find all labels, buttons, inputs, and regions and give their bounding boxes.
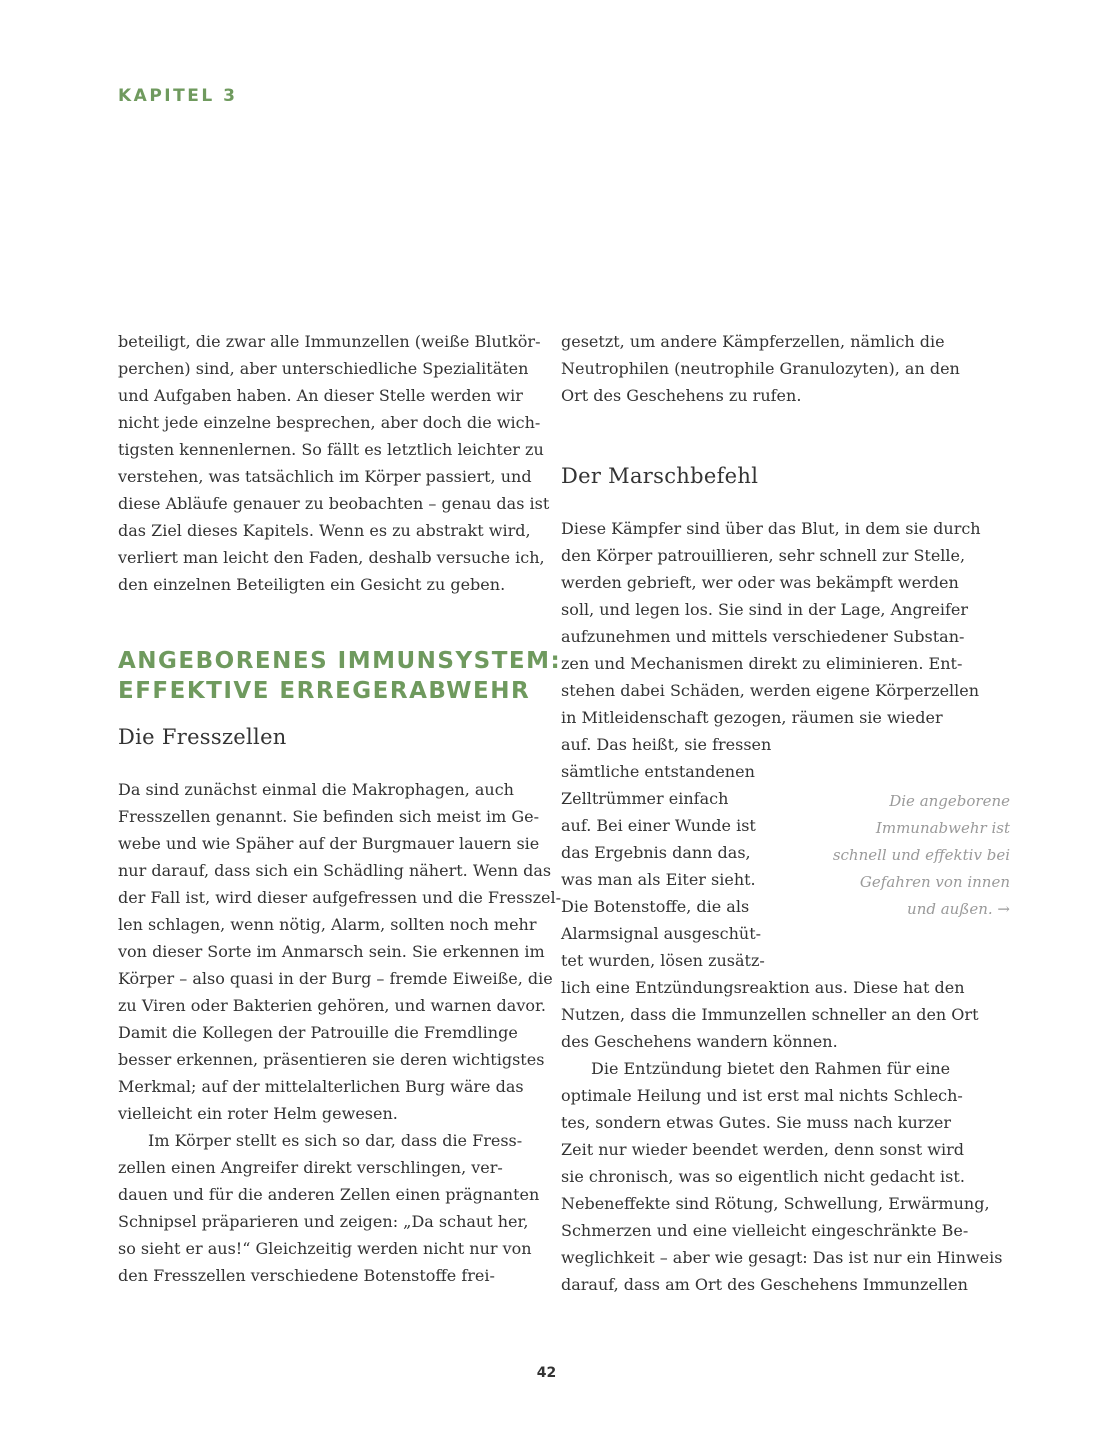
text-line: soll, und legen los. Sie sind in der Lage, Angreifer (561, 600, 968, 619)
text-line: tet wurden, lösen zusätz- (561, 951, 765, 970)
margin-note (800, 788, 1010, 923)
text-line: optimale Heilung und ist erst mal nichts Schlech- (561, 1086, 963, 1105)
margin-note-line: und außen. → (907, 900, 1010, 918)
text-line: tes, sondern etwas Gutes. Sie muss nach kurzer (561, 1113, 951, 1132)
text-line: Ort des Geschehens zu rufen. (561, 386, 802, 405)
text-line: Da sind zunächst einmal die Makrophagen, auch (118, 780, 514, 799)
text-line: den Körper patrouillieren, sehr schnell zur Stelle, (561, 546, 966, 565)
text-line: und Aufgaben haben. An dieser Stelle werden wir (118, 386, 523, 405)
text-line: verstehen, was tatsächlich im Körper passiert, und (118, 467, 532, 486)
text-line: Körper – also quasi in der Burg – fremde Eiweiße, die (118, 969, 553, 988)
text-line: verliert man leicht den Faden, deshalb versuche ich, (118, 548, 545, 567)
text-line: nur darauf, dass sich ein Schädling nähert. Wenn das (118, 861, 552, 880)
text-line: Schnipsel präparieren und zeigen: „Da schaut her, (118, 1212, 529, 1231)
text-line: Die Entzündung bietet den Rahmen für eine (591, 1059, 951, 1078)
text-line: Zeit nur wieder beendet werden, denn sonst wird (561, 1140, 964, 1159)
left-paragraph-1 (118, 776, 561, 1127)
chapter-label: KAPITEL 3 (118, 86, 238, 106)
text-line: von dieser Sorte im Anmarsch sein. Sie erkennen im (118, 942, 545, 961)
text-line: sie chronisch, was so eigentlich nicht gedacht ist. (561, 1167, 965, 1186)
text-line: Damit die Kollegen der Patrouille die Fremdlinge (118, 1023, 518, 1042)
text-line: der Fall ist, wird dieser aufgefressen und die Fresszel- (118, 888, 561, 907)
text-line: tigsten kennenlernen. So fällt es letztlich leichter zu (118, 440, 544, 459)
text-line: Fresszellen genannt. Sie befinden sich meist im Ge- (118, 807, 540, 826)
text-line: sämtliche entstandenen (561, 762, 755, 781)
text-line: Alarmsignal ausgeschüt- (561, 924, 762, 943)
page-number: 42 (536, 1365, 557, 1381)
text-line: darauf, dass am Ort des Geschehens Immunzellen (561, 1275, 968, 1294)
text-line: nicht jede einzelne besprechen, aber doch die wich- (118, 413, 541, 432)
text-line: zellen einen Angreifer direkt verschlingen, ver- (118, 1158, 503, 1177)
text-line: len schlagen, wenn nötig, Alarm, sollten noch mehr (118, 915, 537, 934)
text-line: lich eine Entzündungsreaktion aus. Diese hat den (561, 978, 965, 997)
text-line: Nebeneffekte sind Rötung, Schwellung, Erwärmung, (561, 1194, 990, 1213)
text-line: Neutrophilen (neutrophile Granulozyten), an den (561, 359, 960, 378)
text-line: das Ergebnis dann das, (561, 843, 751, 862)
left-column (118, 328, 562, 1289)
subheading-fresszellen: Die Fresszellen (118, 725, 287, 749)
margin-note-line: schnell und effektiv bei (832, 846, 1010, 864)
text-line: was man als Eiter sieht. (561, 870, 756, 889)
text-line: webe und wie Späher auf der Burgmauer lauern sie (118, 834, 540, 853)
text-line: zen und Mechanismen direkt zu eliminieren. Ent- (561, 654, 963, 673)
subheading-marschbefehl: Der Marschbefehl (561, 464, 759, 488)
margin-note-line: Gefahren von innen (859, 873, 1010, 891)
text-line: Schmerzen und eine vielleicht eingeschränkte Be- (561, 1221, 969, 1240)
right-paragraph-1 (561, 515, 981, 1055)
text-line: diese Abläufe genauer zu beobachten – genau das ist (118, 494, 550, 513)
text-line: Merkmal; auf der mittelalterlichen Burg wäre das (118, 1077, 524, 1096)
section-heading-line: EFFEKTIVE ERREGERABWEHR (118, 678, 531, 704)
text-line: werden gebrieft, wer oder was bekämpft werden (561, 573, 959, 592)
text-line: besser erkennen, präsentieren sie deren wichtigstes (118, 1050, 545, 1069)
text-line: aufzunehmen und mittels verschiedener Substan- (561, 627, 965, 646)
text-line: so sieht er aus!“ Gleichzeitig werden nicht nur von (118, 1239, 532, 1258)
text-line: beteiligt, die zwar alle Immunzellen (weiße Blutkör- (118, 332, 541, 351)
text-line: perchen) sind, aber unterschiedliche Spezialitäten (118, 359, 529, 378)
section-heading (118, 646, 562, 706)
left-paragraph-2 (118, 1127, 540, 1289)
section-heading-line: ANGEBORENES IMMUNSYSTEM: (118, 648, 562, 674)
right-intro-paragraph (561, 328, 973, 409)
margin-note-line: Immunabwehr ist (875, 819, 1010, 837)
text-line: in Mitleidenschaft gezogen, räumen sie wieder (561, 708, 943, 727)
text-line: auf. Bei einer Wunde ist (561, 816, 756, 835)
text-line: Zelltrümmer einfach (561, 789, 729, 808)
text-line: den Fresszellen verschiedene Botenstoffe frei- (118, 1266, 495, 1285)
text-line: das Ziel dieses Kapitels. Wenn es zu abstrakt wird, (118, 521, 531, 540)
text-line: auf. Das heißt, sie fressen (561, 735, 772, 754)
text-line: Diese Kämpfer sind über das Blut, in dem sie durch (561, 519, 981, 538)
text-line: weglichkeit – aber wie gesagt: Das ist nur ein Hinweis (561, 1248, 1003, 1267)
text-line: den einzelnen Beteiligten ein Gesicht zu geben. (118, 575, 506, 594)
text-line: dauen und für die anderen Zellen einen prägnanten (118, 1185, 540, 1204)
right-paragraph-2 (561, 1055, 1003, 1298)
text-line: Die Botenstoffe, die als (561, 897, 750, 916)
margin-note-line: Die angeborene (889, 792, 1010, 810)
text-line: Im Körper stellt es sich so dar, dass die Fress- (148, 1131, 523, 1150)
text-line: stehen dabei Schäden, werden eigene Körperzellen (561, 681, 980, 700)
left-intro-paragraph (118, 328, 550, 598)
text-line: vielleicht ein roter Helm gewesen. (118, 1104, 398, 1123)
text-line: gesetzt, um andere Kämpferzellen, nämlich die (561, 332, 945, 351)
text-line: Nutzen, dass die Immunzellen schneller an den Ort (561, 1005, 979, 1024)
text-line: zu Viren oder Bakterien gehören, und warnen davor. (118, 996, 546, 1015)
text-line: des Geschehens wandern können. (561, 1032, 838, 1051)
